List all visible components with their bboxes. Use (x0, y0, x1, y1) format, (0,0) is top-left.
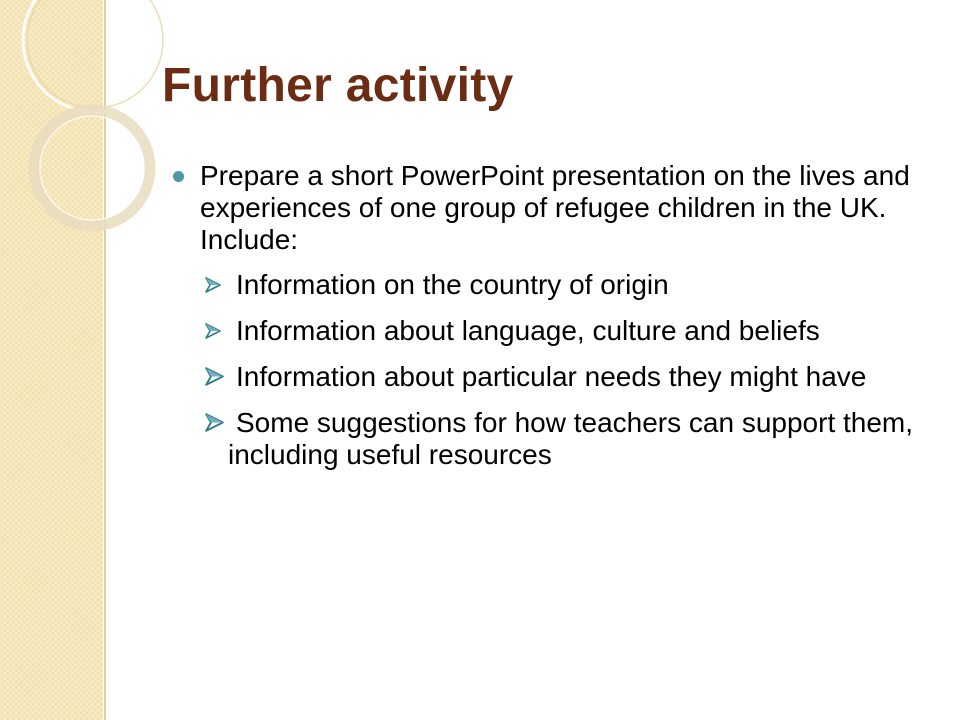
arrowhead-bullet-icon (205, 413, 224, 432)
arrowhead-bullet-icon (205, 367, 224, 386)
ring-decoration-icon (0, 0, 200, 260)
arrowhead-bullet-icon (205, 323, 221, 339)
sub-bullet-item (205, 269, 933, 301)
sub-bullet-item (205, 407, 933, 471)
slide-title: Further activity (162, 59, 514, 112)
slide-content (173, 160, 933, 485)
arrowhead-bullet-icon (205, 277, 221, 293)
sub-bullet-text: Information on the country of origin (236, 269, 669, 300)
sub-bullet-list (173, 269, 933, 471)
main-bullet-text: Prepare a short PowerPoint presentation on the lives and experiences of one group of refugee children in the UK. Include: (200, 160, 910, 255)
main-bullet (173, 160, 933, 256)
sub-bullet-text: Some suggestions for how teachers can support them, including useful resources (228, 407, 914, 470)
sub-bullet-item (205, 315, 933, 347)
sub-bullet-text: Information about language, culture and beliefs (236, 315, 820, 346)
sub-bullet-text: Information about particular needs they might have (236, 361, 867, 392)
circle-bullet-icon (173, 171, 184, 182)
sub-bullet-item (205, 361, 933, 393)
